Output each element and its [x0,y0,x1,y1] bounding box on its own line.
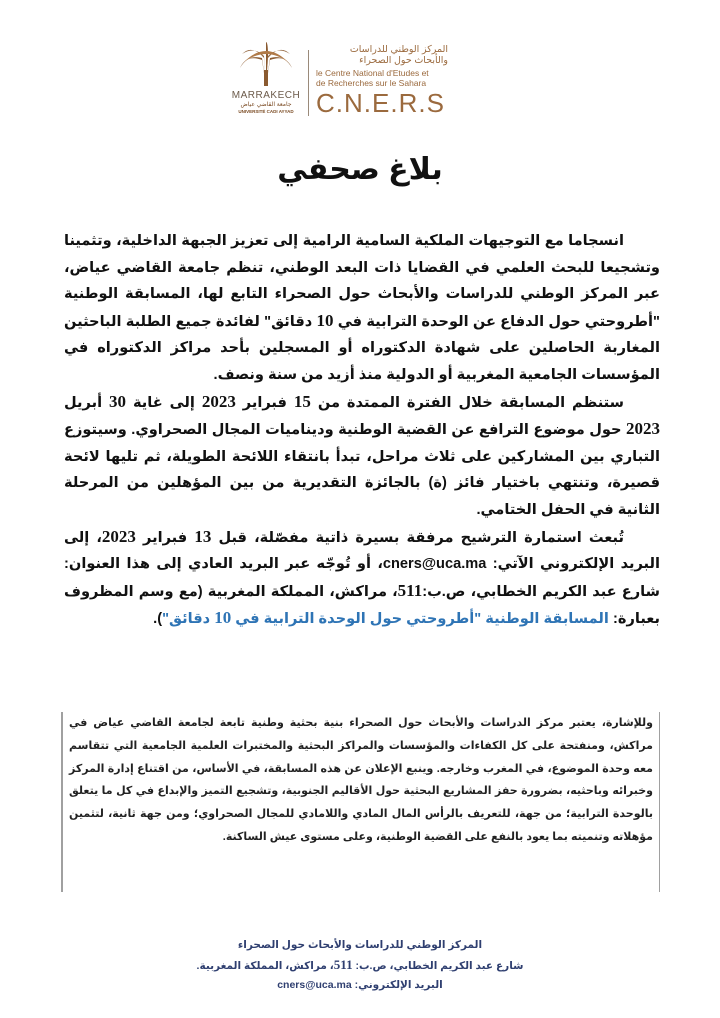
cners-name-ar-1: المركز الوطني للدراسات [349,44,448,55]
footer-address: شارع عبد الكريم الخطابي، ص.ب: 511، مراكش، المملكة المغربية. [196,957,524,972]
footer-email-link[interactable]: cners@uca.ma [277,979,352,991]
footer-email-line: البريد الإلكتروني: cners@uca.ma [277,979,443,991]
press-release-body [64,228,660,633]
cners-logo [316,44,476,117]
uca-logo [230,40,302,122]
paragraph-1: انسجاما مع التوجيهات الملكية السامية الرامية إلى تعزيز الجبهة الداخلية، وتثمينا وتشجيعا للبحث العلمي في القضايا ذات البعد الوطني، تنظم جامعة القاضي عياض، عبر المركز الوطني للدراسات والأبحاث حول الصحراء التابع لها، المسابقة الوطنية "أطروحتي حول الدفاع عن الوحدة الترابية في 10 دقائق" لفائدة جميع الطلبة الباحثين المغاربة الحاصلين على شهادة الدكتوراه أو المسجلين بأحد مراكز الدكتوراه في المؤسسات الجامعية المغربية أو الدولية منذ أزيد من سنة ونصف. [64,233,660,383]
paragraph-2: ستنظم المسابقة خلال الفترة الممتدة من 15 فبراير 2023 إلى غاية 30 أبريل 2023 حول موضوع الترافع عن القضية الوطنية وديناميات المجال الصحراوي. وسيتوزع التباري بين المشاركين على ثلاث مراحل، تبدأ بانتقاء اللائحة الطويلة، ثم تليها لائحة قصيرة، وتنتهي باختيار فائز (ة) بالجائزة التقديرية من بين المؤهلين من المرحلة الثانية في الحفل الختامي. [64,391,660,518]
competition-name-highlight: المسابقة الوطنية "أطروحتي حول الوحدة الترابية في 10 دقائق" [162,608,609,628]
email-link[interactable]: cners@uca.ma [382,556,487,573]
palm-emblem-icon [236,40,296,90]
letterhead [230,40,470,125]
logo-divider [308,50,309,116]
cners-name-fr-1: le Centre National d'Etudes et [316,68,429,78]
paragraph-3: تُبعث استمارة الترشيح مرفقة بسيرة ذاتية مفصّلة، قبل 13 فبراير 2023، إلى البريد الإلكتروني الآتي: cners@uca.ma، أو تُوجّه عبر البريد العادي إلى هذا العنوان: شارع عبد الكريم الخطابي، ص.ب:511، مراكش، المملكة المغربية (مع وسم المظروف بعبارة: المسابقة الوطنية "أطروحتي حول الوحدة الترابية في 10 دقائق"). [64,526,660,628]
cners-name-ar-2: والأبحاث حول الصحراء [359,55,448,66]
footer-org-name: المركز الوطني للدراسات والأبحاث حول الصحراء [237,939,483,951]
cners-acronym: C.N.E.R.S [316,88,445,118]
page-title: بلاغ صحفي [277,153,443,186]
footer-contact [0,936,720,995]
note-box [61,712,660,892]
uca-city: MARRAKECH [231,90,301,101]
uca-name-ar: جامعة القاضي عياض [240,102,292,108]
uca-name-fr: UNIVERSITÉ CADI AYYAD [238,109,294,114]
note-text: وللإشارة، يعتبر مركز الدراسات والأبحاث حول الصحراء بنية بحثية وطنية تابعة لجامعة القاضي عياض في مراكش، ومنفتحة على كل الكفاءات والمؤسسات والمراكز البحثية والمختبرات العلمية الجامعية التي تتقاسم معه وحدة الموضوع، في المغرب وخارجه. وينبع الإعلان عن هذه المسابقة، في الأساس، من اقتناع إدارة المركز وخبرائه وباحثيه، بضرورة حفز المشاريع البحثية حول الأقاليم الجنوبية، وتشجيع التميز والإبداع في كل ما يتعلق بالوحدة الترابية؛ من جهة، للتعريف بالرأس المال المادي واللامادي للمجال الصحراوي؛ ومن جهة ثانية، لتثمين مؤهلاته وتنميته بما يعود بالنفع على القضية الوطنية، وعلى مستوى عيش الساكنة. [69,717,653,843]
cners-name-fr-2: de Recherches sur le Sahara [316,78,427,88]
